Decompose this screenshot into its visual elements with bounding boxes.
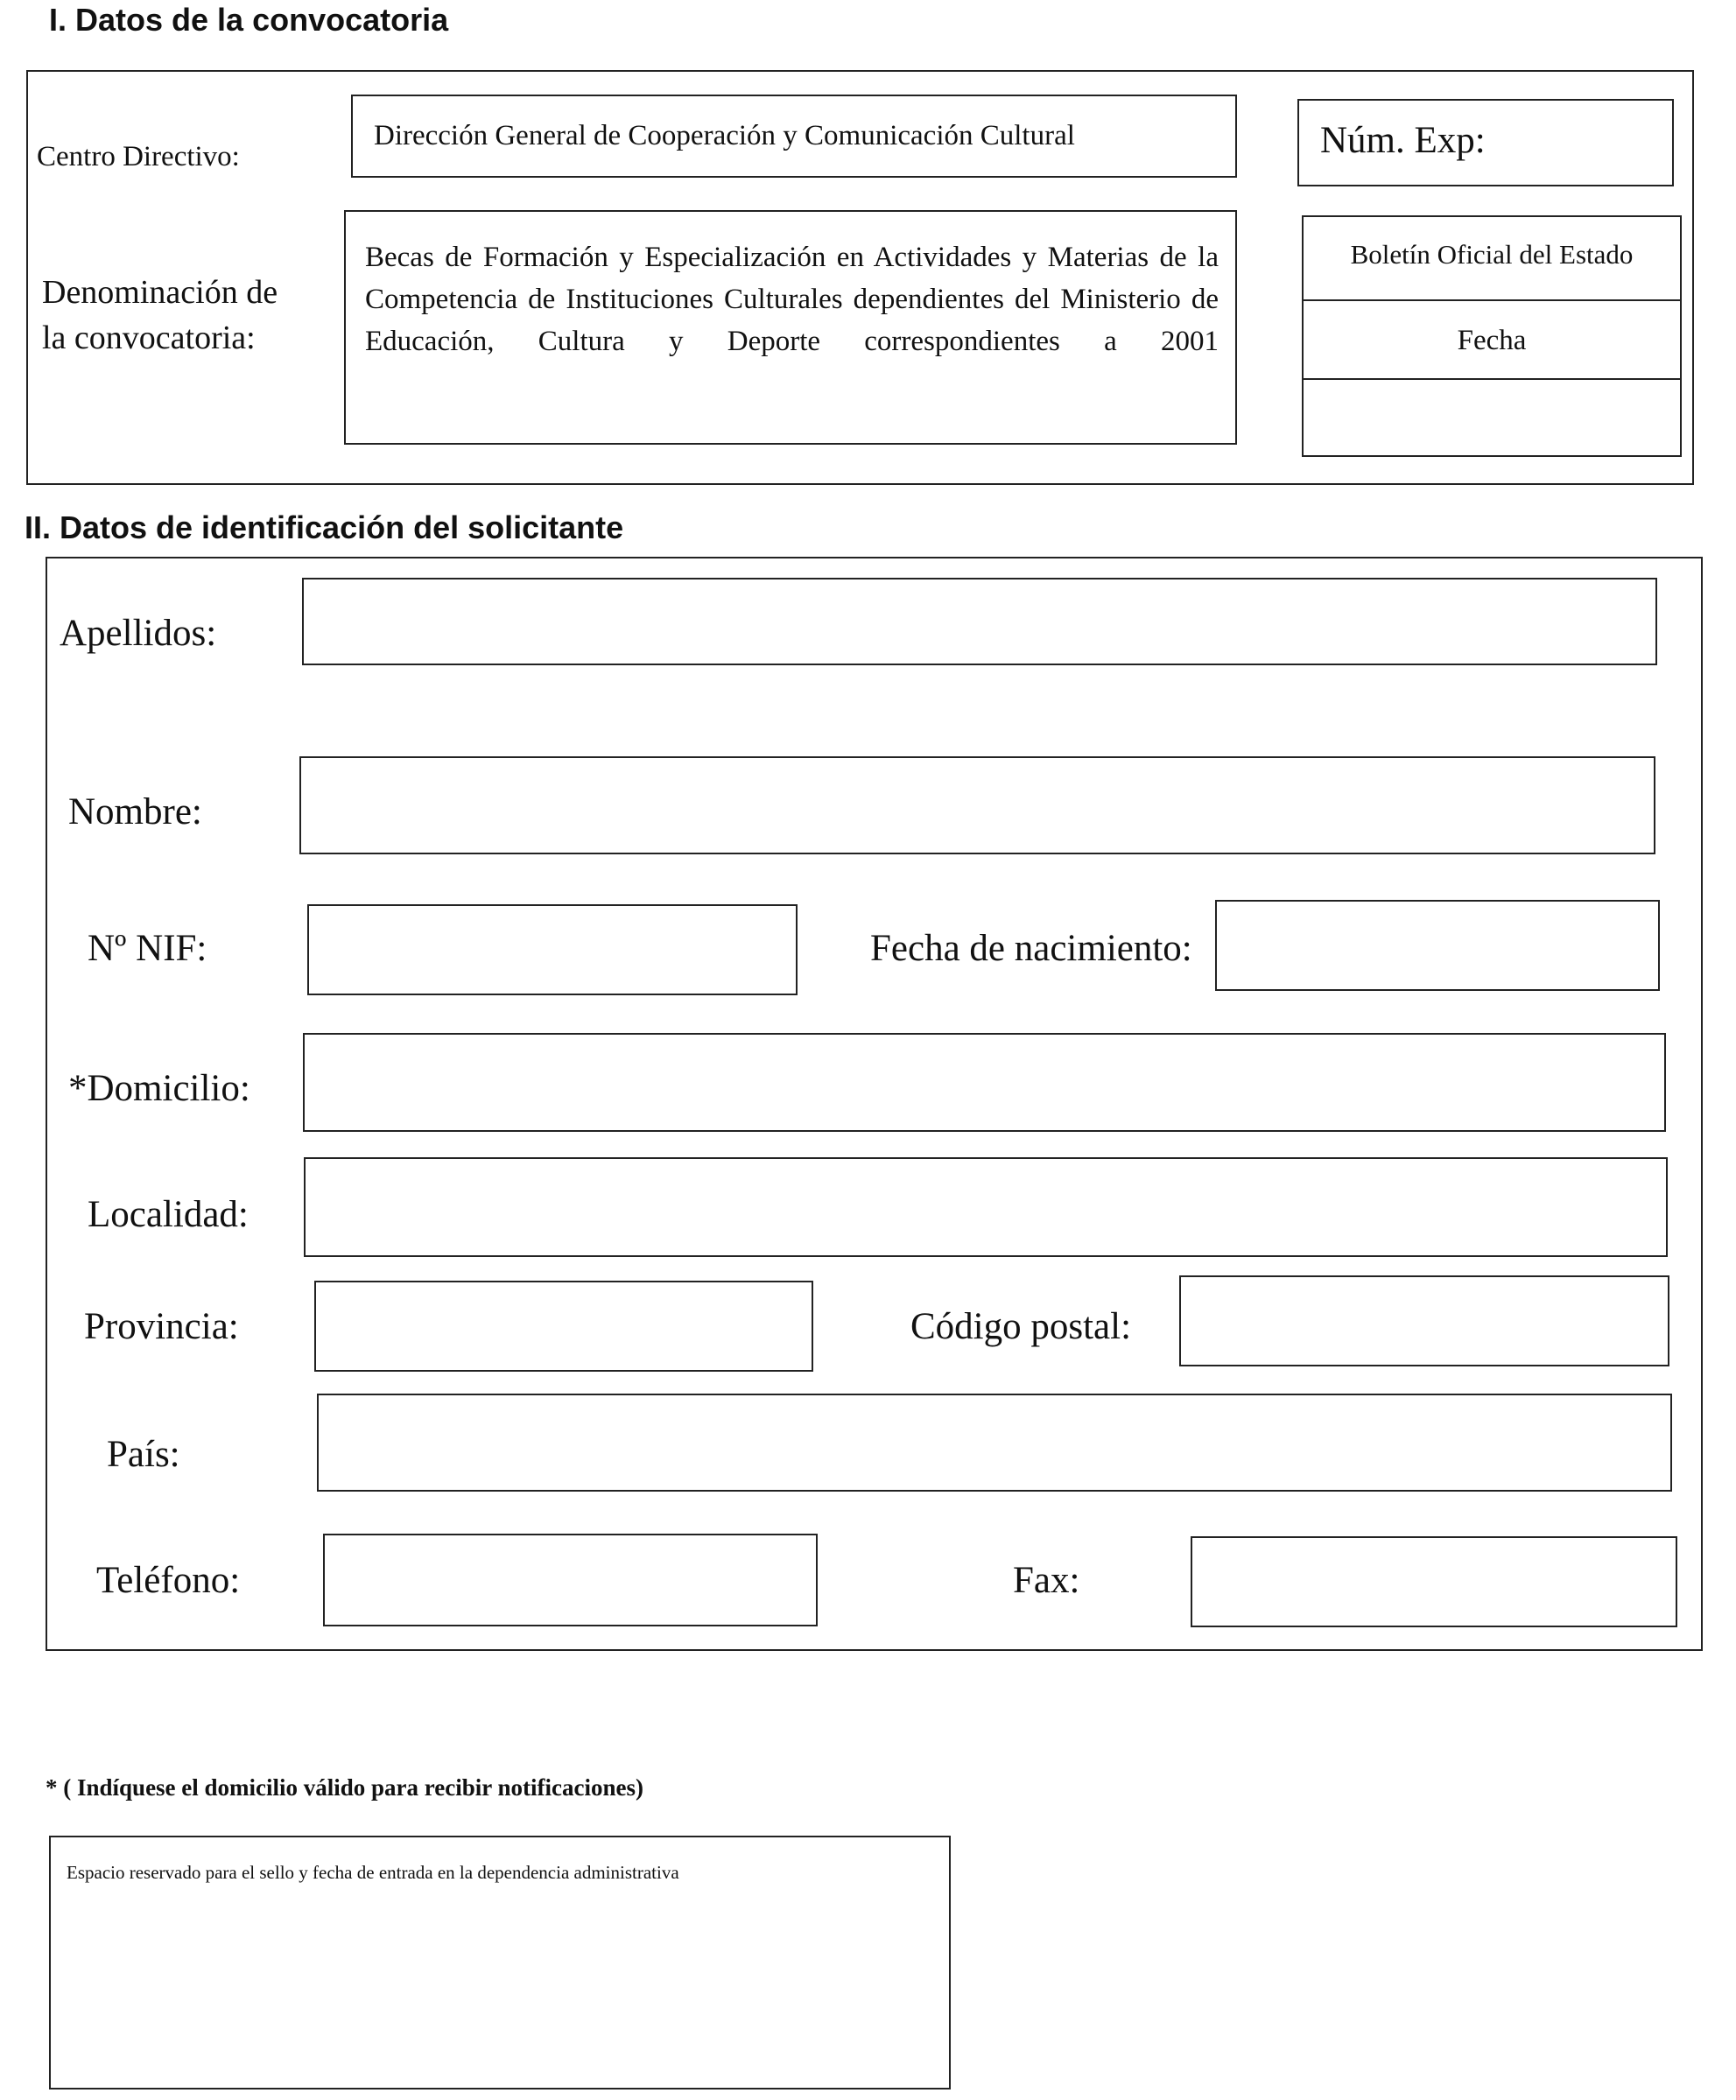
pais-input[interactable] [317,1394,1672,1492]
codigo-postal-input[interactable] [1179,1275,1669,1366]
denominacion-label-line1: Denominación de [42,274,278,311]
nif-input[interactable] [307,904,798,995]
codigo-postal-label: Código postal: [910,1306,1132,1347]
localidad-label: Localidad: [88,1194,249,1235]
section-1-title: I. Datos de la convocatoria [49,2,449,38]
num-exp-box[interactable] [1297,99,1674,186]
stamp-box [49,1836,951,2089]
provincia-input[interactable] [314,1281,813,1372]
centro-directivo-value: Dirección General de Cooperación y Comunicación Cultural [374,120,1075,151]
fecha-label: Fecha [1457,325,1527,356]
pais-label: País: [107,1434,180,1475]
nif-label: Nº NIF: [88,928,207,969]
fax-input[interactable] [1191,1536,1677,1627]
boletin-label: Boletín Oficial del Estado [1350,239,1634,270]
fax-label: Fax: [1013,1560,1080,1601]
provincia-label: Provincia: [84,1306,239,1347]
boletin-box [1302,215,1682,457]
boletin-divider-1 [1304,299,1680,301]
telefono-label: Teléfono: [96,1560,241,1601]
centro-directivo-box [351,95,1237,178]
apellidos-label: Apellidos: [60,613,217,654]
stamp-box-label: Espacio reservado para el sello y fecha de entrada en la dependencia administrativa [67,1862,679,1883]
nombre-input[interactable] [299,756,1655,854]
centro-directivo-label: Centro Directivo: [37,141,240,172]
telefono-input[interactable] [323,1534,818,1626]
domicilio-label: *Domicilio: [68,1068,250,1109]
apellidos-input[interactable] [302,578,1657,665]
footnote: * ( Indíquese el domicilio válido para recibir notificaciones) [46,1774,643,1801]
fecha-nacimiento-input[interactable] [1215,900,1660,991]
localidad-input[interactable] [304,1157,1668,1257]
denominacion-label-line2: la convocatoria: [42,320,256,356]
boletin-divider-2 [1304,378,1680,380]
num-exp-label: Núm. Exp: [1320,120,1486,161]
nombre-label: Nombre: [68,791,202,832]
domicilio-input[interactable] [303,1033,1666,1132]
denominacion-value: Becas de Formación y Especialización en Actividades y Materias de la Competencia de Instituciones Culturales dependientes del Ministerio de Educación, Cultura y Deporte correspondientes a 2001 [365,242,1219,357]
fecha-nacimiento-label: Fecha de nacimiento: [870,928,1192,969]
section-2-title: II. Datos de identificación del solicitante [25,509,624,545]
denominacion-box [344,210,1237,445]
